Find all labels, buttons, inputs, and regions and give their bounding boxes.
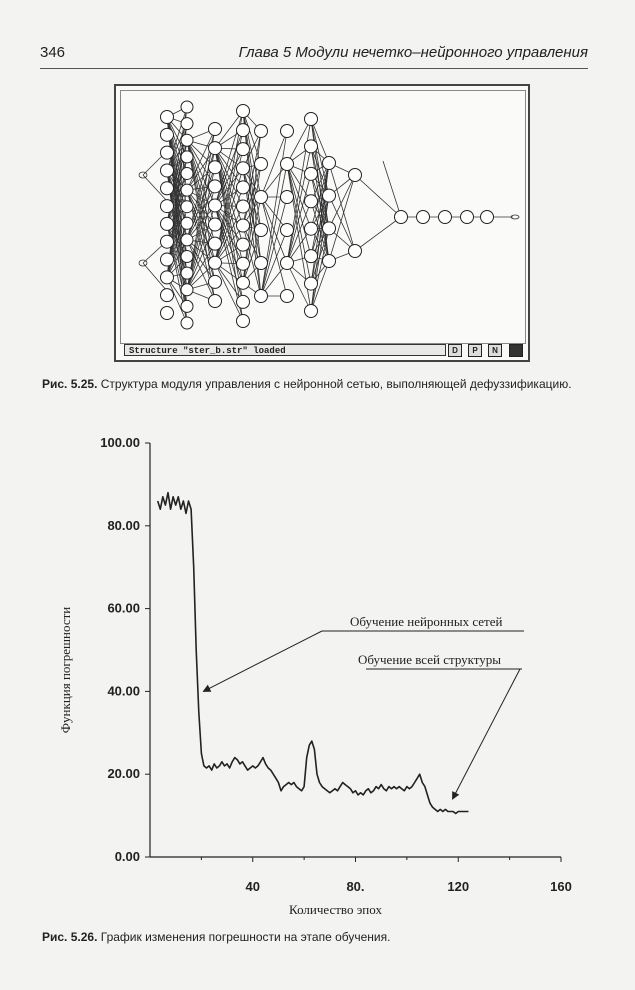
caption-text: График изменения погрешности на этапе обучения. <box>97 930 391 944</box>
nn-node <box>181 317 193 329</box>
nn-node <box>237 181 250 194</box>
nn-node <box>461 211 474 224</box>
caption-label: Рис. 5.26. <box>42 930 98 944</box>
annotation-arrow <box>203 631 322 691</box>
nn-node <box>161 111 174 124</box>
nn-node <box>181 184 193 196</box>
nn-node <box>395 211 408 224</box>
nn-node <box>305 167 318 180</box>
nn-node <box>323 157 336 170</box>
y-tick-label: 40.00 <box>107 683 140 699</box>
nn-node <box>255 191 268 204</box>
nn-canvas <box>120 90 526 344</box>
nn-node <box>281 224 294 237</box>
nn-node <box>305 277 318 290</box>
y-tick-label: 80.00 <box>107 517 140 533</box>
x-tick-label: 160 <box>550 879 572 894</box>
nn-node <box>281 191 294 204</box>
nn-node <box>161 271 174 284</box>
y-tick-label: 100.00 <box>100 435 140 450</box>
nn-node <box>305 113 318 126</box>
nn-node <box>237 315 250 328</box>
nn-node <box>349 245 362 258</box>
nn-node <box>237 219 250 232</box>
nn-node <box>181 151 193 163</box>
nn-node <box>417 211 430 224</box>
nn-node <box>237 200 250 213</box>
nn-node <box>161 146 174 159</box>
nn-node <box>281 257 294 270</box>
nn-node <box>305 250 318 263</box>
nn-node <box>237 257 250 270</box>
nn-node <box>237 143 250 156</box>
x-tick-label: 80. <box>346 879 365 894</box>
annotation-label: Обучение нейронных сетей <box>350 614 503 629</box>
toolbar-button-stop[interactable] <box>509 344 523 357</box>
status-bar: Structure "ster_b.str" loaded <box>124 344 446 356</box>
nn-diagram <box>121 91 525 343</box>
page-number: 346 <box>40 44 66 61</box>
nn-node <box>209 161 222 174</box>
figure-caption-525 <box>42 376 588 392</box>
nn-node <box>181 134 193 146</box>
nn-node <box>161 217 174 230</box>
nn-node <box>181 251 193 263</box>
nn-node <box>209 142 222 155</box>
y-tick-label: 0.00 <box>114 849 140 864</box>
y-axis-label: Функция погрешности <box>58 606 73 734</box>
nn-node <box>161 164 174 177</box>
nn-edge <box>329 175 355 228</box>
nn-node <box>181 267 193 279</box>
nn-node <box>209 199 222 212</box>
annotation-arrow <box>453 669 520 799</box>
nn-node <box>209 218 222 231</box>
nn-node <box>323 189 336 202</box>
nn-edge <box>261 131 287 296</box>
nn-node <box>181 167 193 179</box>
caption-label: Рис. 5.25. <box>42 377 98 391</box>
nn-node <box>305 305 318 318</box>
nn-node <box>161 307 174 320</box>
nn-node <box>209 256 222 269</box>
nn-node <box>305 195 318 208</box>
nn-node <box>481 211 494 224</box>
nn-node <box>237 105 250 118</box>
nn-node <box>323 222 336 235</box>
caption-text: Структура модуля управления с нейронной сетью, выполняющей дефуззификацию. <box>97 377 572 391</box>
nn-node <box>181 234 193 246</box>
nn-node <box>281 290 294 303</box>
nn-node <box>237 295 250 308</box>
x-tick-label: 40 <box>245 879 260 894</box>
header-rule <box>40 68 588 69</box>
nn-node <box>181 118 193 130</box>
toolbar-button-p[interactable]: P <box>468 344 482 357</box>
figure-caption-526 <box>42 929 588 945</box>
nn-node <box>305 222 318 235</box>
nn-node <box>209 123 222 136</box>
nn-node <box>209 275 222 288</box>
running-head: Глава 5 Модули нечетко–нейронного управления <box>238 44 588 61</box>
nn-node <box>161 235 174 248</box>
nn-node <box>255 224 268 237</box>
nn-node <box>255 257 268 270</box>
nn-node <box>305 140 318 153</box>
nn-node <box>439 211 452 224</box>
chart-svg <box>0 420 635 930</box>
nn-node <box>237 238 250 251</box>
nn-node <box>237 124 250 137</box>
nn-node <box>349 169 362 182</box>
annotation-label: Обучение всей структуры <box>358 652 502 667</box>
error-chart <box>0 420 635 930</box>
nn-node <box>323 255 336 268</box>
toolbar-button-d[interactable]: D <box>448 344 462 357</box>
page-header <box>40 44 588 70</box>
toolbar-button-n[interactable]: N <box>488 344 502 357</box>
nn-node <box>281 125 294 138</box>
nn-node <box>209 237 222 250</box>
nn-node <box>255 125 268 138</box>
nn-node <box>161 200 174 213</box>
nn-node <box>237 276 250 289</box>
nn-node <box>255 158 268 171</box>
nn-edge <box>355 217 401 251</box>
x-axis-label: Количество эпох <box>289 902 382 917</box>
nn-node <box>161 182 174 195</box>
nn-node <box>237 162 250 175</box>
nn-node <box>209 180 222 193</box>
nn-node <box>161 128 174 141</box>
nn-node <box>181 101 193 113</box>
x-tick-label: 120 <box>447 879 470 894</box>
nn-node <box>181 201 193 213</box>
nn-node <box>255 290 268 303</box>
nn-node <box>281 158 294 171</box>
nn-structure-figure <box>114 84 530 362</box>
nn-node <box>209 295 222 308</box>
nn-node <box>181 217 193 229</box>
y-tick-label: 60.00 <box>107 600 140 616</box>
nn-node <box>161 289 174 302</box>
y-tick-label: 20.00 <box>107 766 140 782</box>
nn-node <box>181 300 193 312</box>
nn-node <box>161 253 174 266</box>
nn-node <box>181 284 193 296</box>
